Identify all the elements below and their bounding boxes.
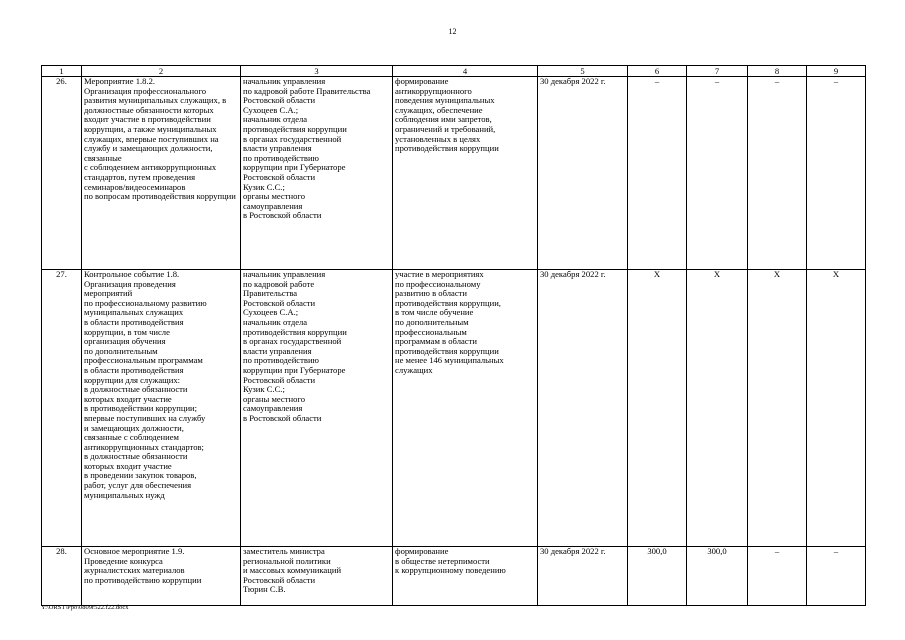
column-number-row [42,66,866,77]
column-number: 2 [82,66,241,77]
table-row [42,547,866,606]
funding-cell: X [687,270,748,547]
column-number: 4 [393,66,538,77]
responsible-executor: начальник управления по кадровой работе Правительства Ростовской области Сухоцеев С.А.; начальник отдела противодействия коррупции в органах государственной власти управления по противодействию коррупции при Губернаторе Ростовской области Кузик С.С.; органы местного самоуправления в Ростовской области [241,270,393,547]
funding-cell: – [628,77,687,270]
table-row [42,270,866,547]
row-number: 28. [42,547,82,606]
funding-cell: 300,0 [687,547,748,606]
plan-table [41,65,866,606]
event-name: Основное мероприятие 1.9. Проведение конкурса журналистских материалов по противодействию коррупции [82,547,241,606]
column-number: 8 [748,66,807,77]
completion-date: 30 декабря 2022 г. [538,77,628,270]
file-path-footer: Y:\ORST\Ppo\0809r522.f22.docx [41,604,129,611]
column-number: 1 [42,66,82,77]
row-number: 26. [42,77,82,270]
column-number: 3 [241,66,393,77]
row-number: 27. [42,270,82,547]
expected-result: участие в мероприятиях по профессиональному развитию в области противодействия коррупции, в том числе обучение по дополнительным профессиональным программам в области противодействия коррупции не менее 146 муниципальных служащих [393,270,538,547]
completion-date: 30 декабря 2022 г. [538,270,628,547]
funding-cell: X [748,270,807,547]
funding-cell: X [628,270,687,547]
completion-date: 30 декабря 2022 г. [538,547,628,606]
funding-cell: – [807,547,866,606]
column-number: 9 [807,66,866,77]
column-number: 6 [628,66,687,77]
page-number: 12 [448,27,457,36]
funding-cell: 300,0 [628,547,687,606]
column-number: 7 [687,66,748,77]
funding-cell: – [687,77,748,270]
funding-cell: – [748,77,807,270]
event-name: Контрольное событие 1.8. Организация проведения мероприятий по профессиональному развитию муниципальных служащих в области противодействия коррупции, в том числе организация обучения по дополнительным профессиональным программам в области противодействия коррупции для служащих: в должностные обязанности которых входит участие в противодействии коррупции; впервые поступивших на службу и замещающих должности, связанные с соблюдением антикоррупционных стандартов; в должностные обязанности которых входит участие в проведении закупок товаров, работ, услуг для обеспечения муниципальных нужд [82,270,241,547]
event-name: Мероприятие 1.8.2. Организация профессионального развития муниципальных служащих, в должностные обязанности которых входит участие в противодействии коррупции, а также муниципальных служащих, впервые поступивших на службу и замещающих должности, связанные с соблюдением антикоррупционных стандартов, путем проведения семинаров/видеосеминаров по вопросам противодействия коррупции [82,77,241,270]
table-row [42,77,866,270]
funding-cell: X [807,270,866,547]
responsible-executor: заместитель министра региональной политики и массовых коммуникаций Ростовской области Тюрин С.В. [241,547,393,606]
expected-result: формирование антикоррупционного поведения муниципальных служащих, обеспечение соблюдения ими запретов, ограничений и требований, установленных в целях противодействия коррупции [393,77,538,270]
expected-result: формирование в обществе нетерпимости к коррупционному поведению [393,547,538,606]
funding-cell: – [748,547,807,606]
funding-cell: – [807,77,866,270]
column-number: 5 [538,66,628,77]
responsible-executor: начальник управления по кадровой работе Правительства Ростовской области Сухоцеев С.А.; начальник отдела противодействия коррупции в органах государственной власти управления по противодействию коррупции при Губернаторе Ростовской области Кузик С.С.; органы местного самоуправления в Ростовской области [241,77,393,270]
